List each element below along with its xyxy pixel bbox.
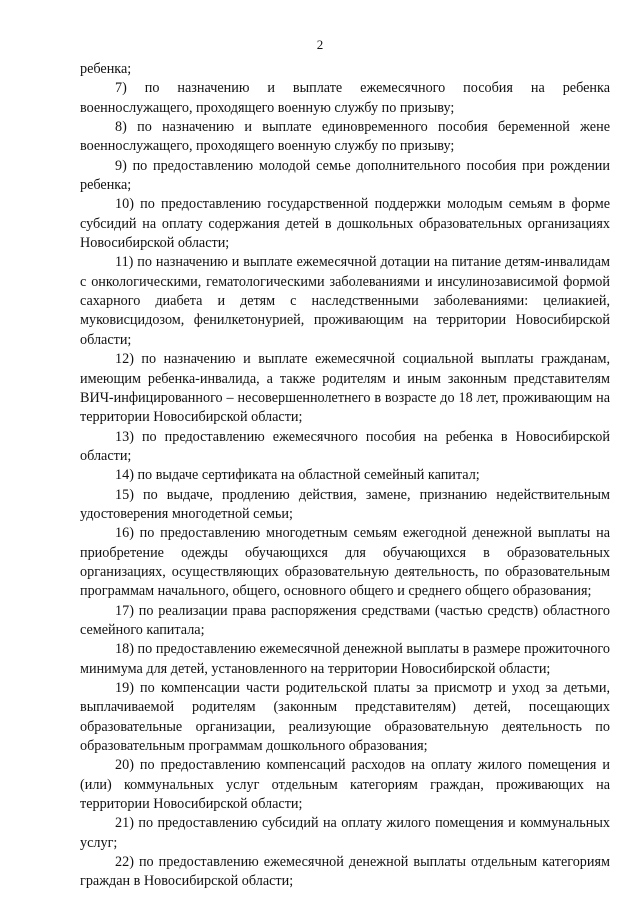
list-item-21: 21) по предоставлению субсидий на оплату жилого помещения и коммунальных услуг; <box>80 815 610 851</box>
list-item-8: 8) по назначению и выплате единовременного пособия беременной жене военнослужащего, проходящего военную службу по призыву; <box>80 119 610 155</box>
list-item-15: 15) по выдаче, продлению действия, замене, признанию недействительным удостоверения многодетной семьи; <box>80 486 610 522</box>
paragraph-continuation: ребенка; <box>80 61 132 77</box>
page-number: 2 <box>316 37 324 52</box>
list-item-14: 14) по выдаче сертификата на областной семейный капитал; <box>115 467 480 484</box>
list-item-19: 19) по компенсации части родительской платы за присмотр и уход за детьми, выплачиваемой родителям (законным представителям) детей, посещающих образовательные организации, реализующие образовательную деятельность по образовательным программам дошкольного образования; <box>80 680 610 755</box>
document-body <box>80 60 610 892</box>
list-item-17: 17) по реализации права распоряжения средствами (частью средств) областного семейного капитала; <box>80 602 610 638</box>
list-item-13: 13) по предоставлению ежемесячного пособия на ребенка в Новосибирской области; <box>80 428 610 464</box>
list-item-22: 22) по предоставлению ежемесячной денежной выплаты отдельным категориям граждан в Новосибирской области; <box>80 854 610 890</box>
list-item-7: 7) по назначению и выплате ежемесячного пособия на ребенка военнослужащего, проходящего военную службу по призыву; <box>80 80 610 116</box>
list-item-9: 9) по предоставлению молодой семье дополнительного пособия при рождении ребенка; <box>80 157 610 194</box>
list-item-12: 12) по назначению и выплате ежемесячной социальной выплаты гражданам, имеющим ребенка-инвалида, а также родителям и иным законным представителям ВИЧ-инфицированного – несовершеннолетнего в возрасте до 18 лет, проживающим на территории Новосибирской области; <box>80 351 610 426</box>
list-item-18: 18) по предоставлению ежемесячной денежной выплаты в размере прожиточного минимума для детей, установленного на территории Новосибирской области; <box>80 641 610 677</box>
list-item-10: 10) по предоставлению государственной поддержки молодым семьям в форме субсидий на оплату содержания детей в дошкольных образовательных организациях Новосибирской области; <box>80 196 610 252</box>
list-item-11: 11) по назначению и выплате ежемесячной дотации на питание детям-инвалидам с онкологическими, гематологическими заболеваниями и инсулинозависимой формой сахарного диабета и детям с наследственными заболеваниями: целиакией, муковисцидозом, фенилкетонурией, проживающим на территории Новосибирской области; <box>80 254 610 348</box>
list-item-20: 20) по предоставлению компенсаций расходов на оплату жилого помещения и (или) коммунальных услуг отдельным категориям граждан, проживающих на территории Новосибирской области; <box>80 757 610 813</box>
list-item-16: 16) по предоставлению многодетным семьям ежегодной денежной выплаты на приобретение одежды обучающихся для обучающихся в образовательных организациях, осуществляющих образовательную деятельность, по образовательным программам начального, общего, основного общего и среднего общего образования; <box>80 525 610 600</box>
